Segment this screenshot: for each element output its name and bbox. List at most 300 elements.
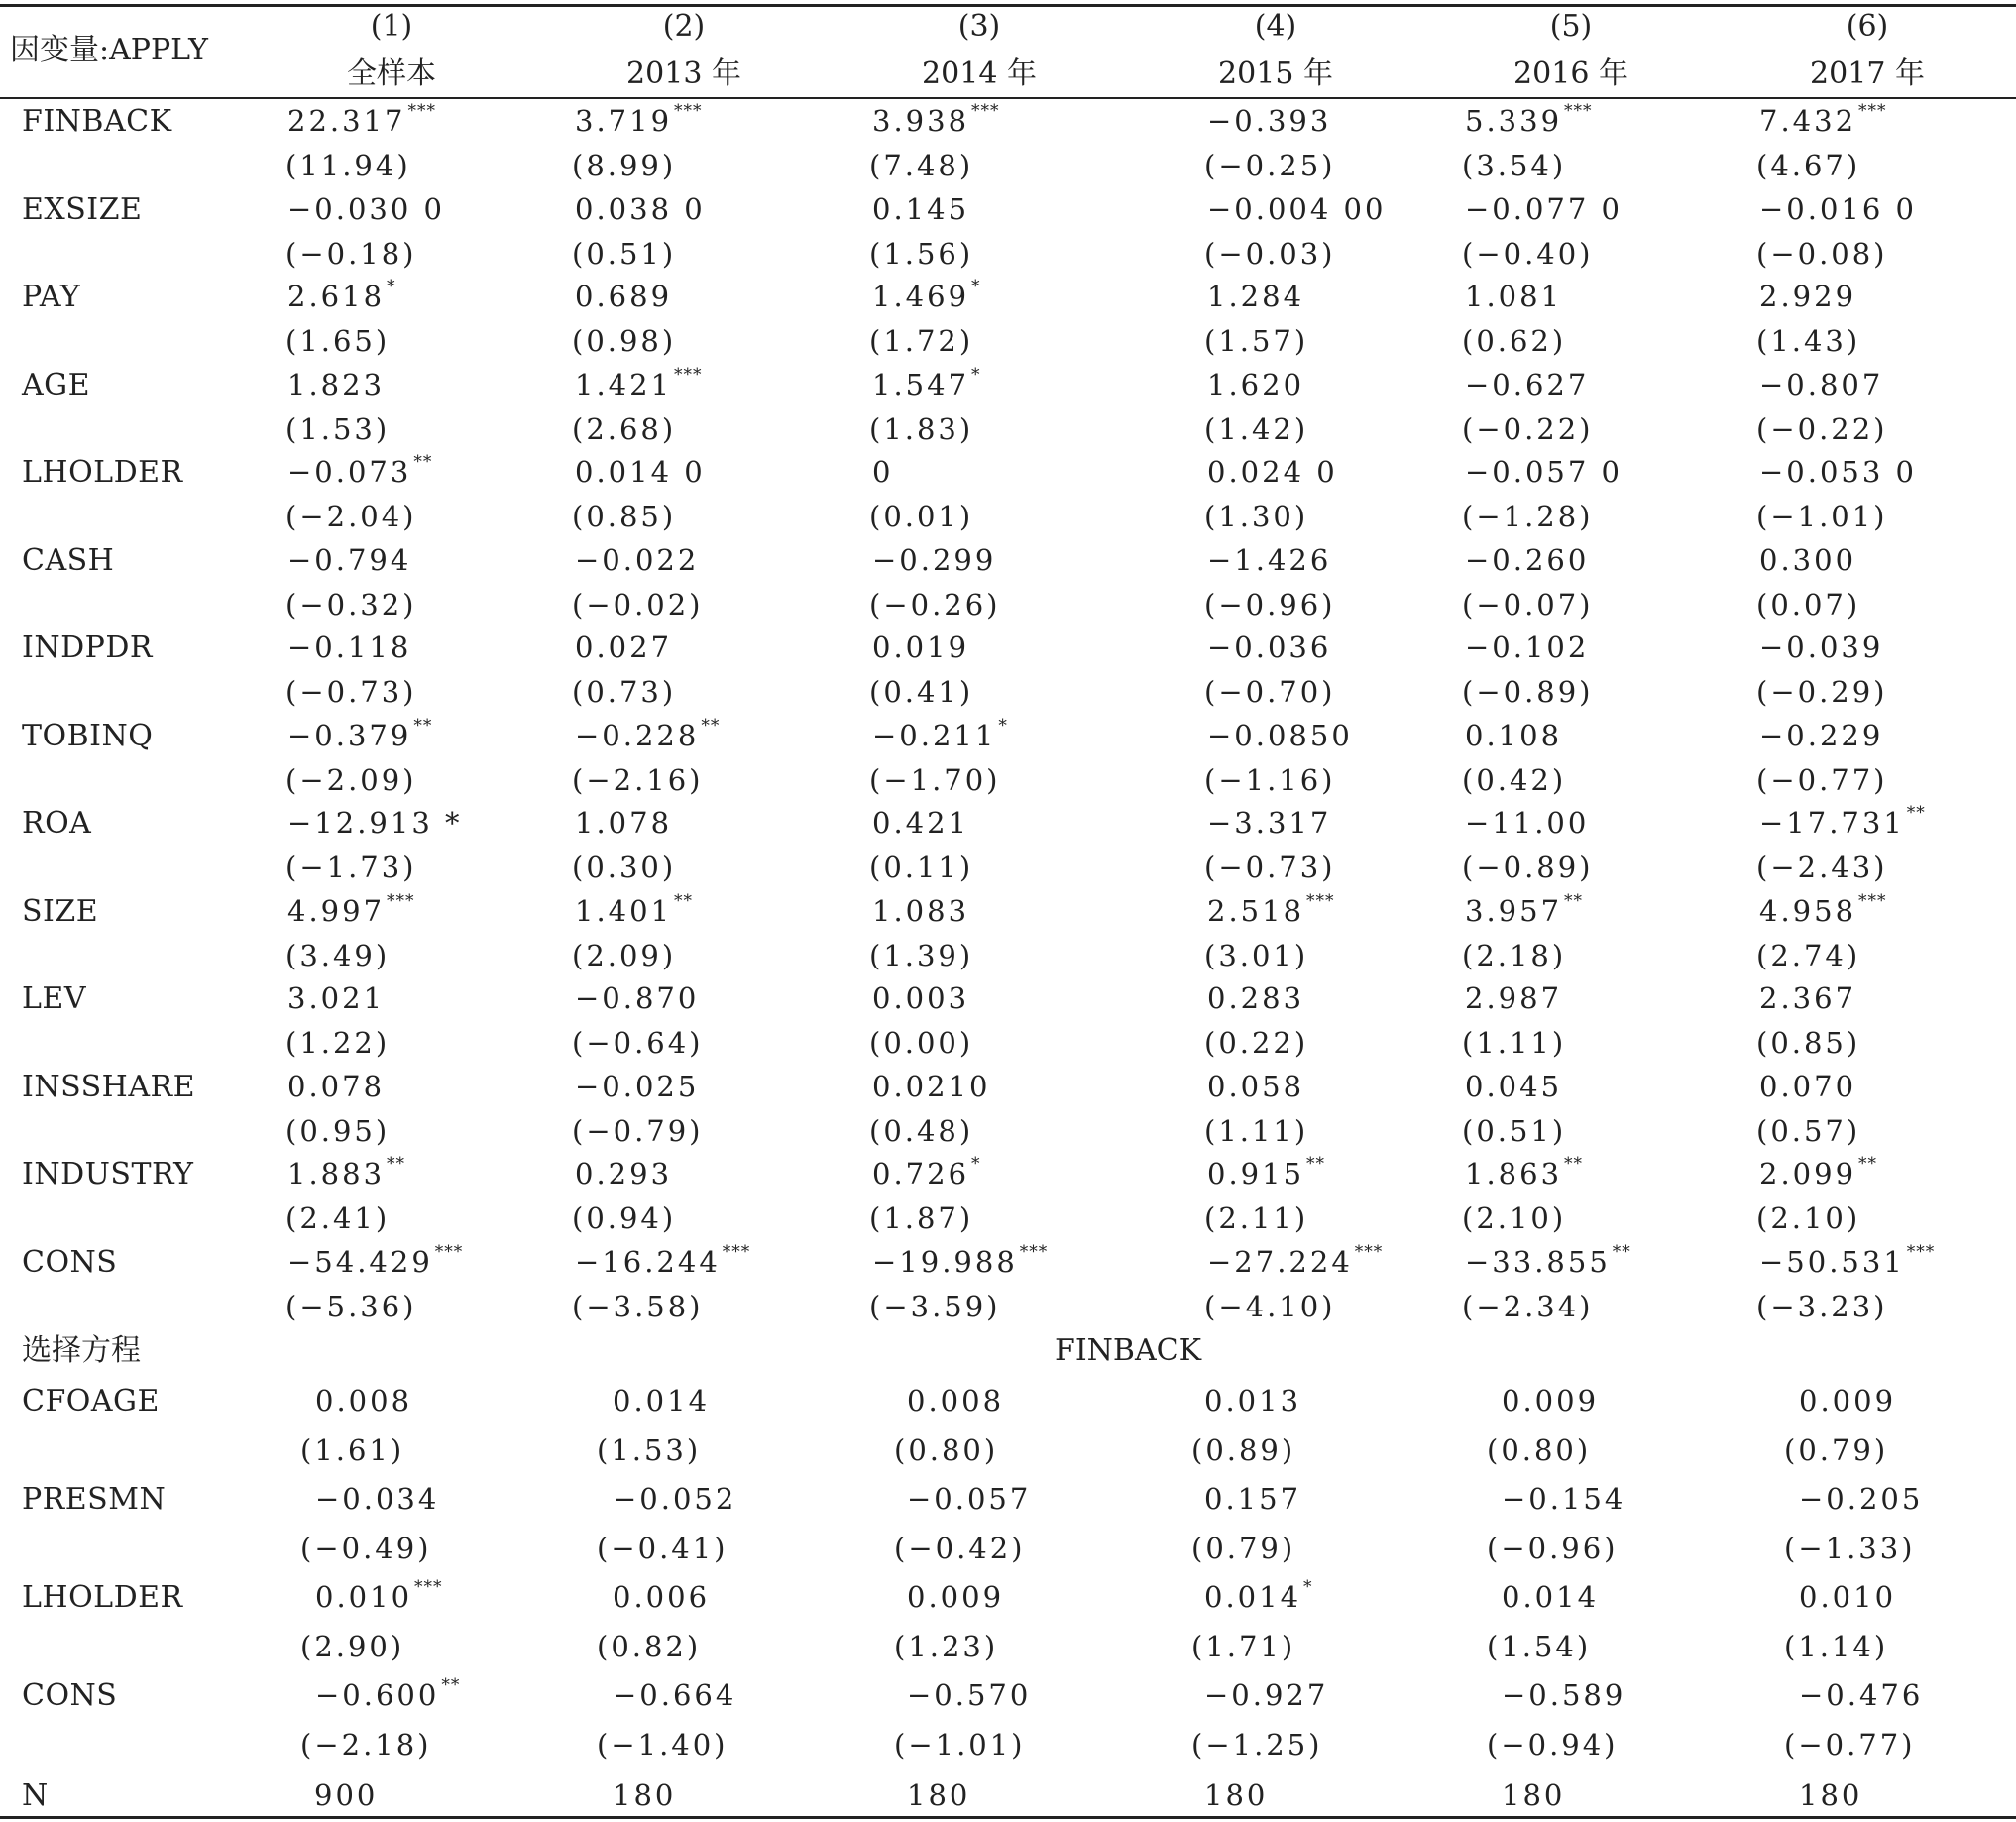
coefficient-value: 1.547 — [872, 367, 970, 401]
variable-label: CONS — [22, 1244, 118, 1280]
coefficient-cell — [575, 715, 721, 752]
coefficient-value: −0.570 — [907, 1678, 1032, 1712]
coefficient-value: −0.260 — [1465, 542, 1590, 577]
t-statistic-cell: (11.94) — [285, 149, 411, 182]
significance-stars: *** — [1354, 1241, 1384, 1262]
coefficient-cell — [1759, 191, 1917, 226]
coefficient-cell — [287, 715, 433, 752]
observations-value: 900 — [314, 1778, 379, 1812]
t-statistic-cell: (−0.70) — [1204, 675, 1336, 709]
t-statistic-cell: (−1.01) — [1756, 500, 1888, 533]
selection-coefficient-cell — [1204, 1384, 1302, 1418]
coefficient-value: 1.620 — [1207, 367, 1305, 401]
coefficient-cell — [872, 542, 997, 577]
coefficient-value: −11.00 — [1465, 806, 1590, 840]
coefficient-cell — [1207, 191, 1387, 226]
selection-coefficient-cell — [1799, 1678, 1924, 1712]
coefficient-value: 0.006 — [613, 1580, 711, 1614]
t-statistic-cell: (0.62) — [1462, 324, 1567, 358]
coefficient-value: 0.283 — [1207, 981, 1305, 1015]
header-rule — [0, 97, 2016, 99]
t-statistic-cell: (0.98) — [572, 324, 677, 358]
selection-coefficient-cell — [315, 1482, 440, 1516]
t-statistic-cell: (1.43) — [1756, 324, 1861, 358]
t-statistic-cell: (−2.16) — [572, 762, 704, 797]
coefficient-cell — [1207, 1069, 1305, 1103]
selection-t-statistic-cell: (2.90) — [300, 1630, 405, 1663]
coefficient-value: 5.339 — [1465, 104, 1563, 138]
selection-t-statistic-cell: (1.14) — [1784, 1630, 1889, 1663]
coefficient-value: 0.038 0 — [575, 191, 706, 226]
column-label: 2014 年 — [922, 57, 1037, 91]
variable-label: INDUSTRY — [22, 1157, 194, 1192]
t-statistic-cell: (−4.10) — [1204, 1289, 1336, 1323]
column-number: (5) — [1549, 9, 1593, 44]
coefficient-cell — [287, 452, 433, 489]
significance-stars: ** — [701, 715, 721, 736]
coefficient-value: −0.077 0 — [1465, 191, 1623, 226]
t-statistic-cell: (2.41) — [285, 1201, 391, 1235]
significance-stars: *** — [674, 101, 703, 121]
coefficient-value: 0.008 — [907, 1384, 1005, 1418]
t-statistic-cell: (0.95) — [285, 1113, 391, 1148]
t-statistic-cell: (0.48) — [869, 1113, 974, 1148]
coefficient-cell — [575, 630, 673, 664]
t-statistic-cell: (2.18) — [1462, 938, 1567, 972]
t-statistic-cell: (2.10) — [1462, 1201, 1567, 1235]
coefficient-value: −0.807 — [1759, 367, 1884, 401]
significance-stars: *** — [722, 1241, 751, 1262]
selection-t-statistic-cell: (0.79) — [1784, 1433, 1889, 1467]
t-statistic-cell: (1.42) — [1204, 411, 1309, 446]
observations-value: 180 — [1502, 1778, 1566, 1812]
t-statistic-cell: (−0.73) — [1204, 851, 1336, 884]
coefficient-value: 2.929 — [1759, 280, 1857, 313]
significance-stars: ** — [413, 452, 433, 472]
selection-t-statistic-cell: (1.53) — [597, 1433, 702, 1467]
t-statistic-cell: (−0.26) — [869, 587, 1001, 622]
coefficient-value: 2.367 — [1759, 981, 1857, 1015]
coefficient-value: 3.021 — [287, 981, 386, 1015]
coefficient-value: 0.009 — [1502, 1384, 1600, 1418]
coefficient-cell — [872, 981, 970, 1015]
coefficient-cell — [575, 1069, 700, 1103]
coefficient-value: 0.689 — [575, 280, 673, 313]
significance-stars: * — [387, 277, 396, 296]
t-statistic-cell: (0.85) — [1756, 1026, 1861, 1060]
selection-variable-label: CONS — [22, 1678, 118, 1713]
coefficient-cell — [1759, 1241, 1936, 1279]
coefficient-value: −0.102 — [1465, 630, 1590, 664]
selection-t-statistic-cell: (−1.40) — [597, 1728, 728, 1762]
significance-stars: *** — [1858, 101, 1887, 121]
coefficient-cell — [1207, 981, 1305, 1015]
coefficient-cell — [1207, 1241, 1384, 1279]
t-statistic-cell: (0.11) — [869, 851, 974, 884]
coefficient-value: −0.118 — [287, 630, 412, 664]
selection-t-statistic-cell: (1.61) — [300, 1433, 405, 1467]
coefficient-value: 0.010 — [315, 1580, 413, 1614]
t-statistic-cell: (−1.70) — [869, 762, 1001, 797]
coefficient-value: 1.078 — [575, 806, 673, 840]
selection-coefficient-cell — [907, 1678, 1032, 1712]
significance-stars: ** — [1564, 1154, 1584, 1174]
significance-stars: ** — [1612, 1241, 1631, 1262]
coefficient-value: −0.379 — [287, 718, 412, 752]
bottom-rule — [0, 1816, 2016, 1819]
coefficient-value: 0.070 — [1759, 1069, 1857, 1103]
coefficient-value: −33.855 — [1465, 1244, 1611, 1279]
coefficient-cell — [1759, 367, 1884, 401]
coefficient-value: −54.429 — [287, 1244, 433, 1279]
selection-variable-label: LHOLDER — [22, 1580, 183, 1615]
t-statistic-cell: (−0.89) — [1462, 851, 1594, 884]
t-statistic-cell: (−2.09) — [285, 762, 417, 797]
selection-t-statistic-cell: (1.54) — [1487, 1630, 1592, 1663]
coefficient-cell — [1207, 455, 1338, 489]
t-statistic-cell: (−0.89) — [1462, 675, 1594, 709]
t-statistic-cell: (0.51) — [1462, 1113, 1567, 1148]
t-statistic-cell: (2.68) — [572, 411, 677, 446]
coefficient-cell — [1465, 718, 1563, 752]
selection-t-statistic-cell: (−0.41) — [597, 1532, 728, 1565]
coefficient-cell — [1207, 542, 1332, 577]
significance-stars: * — [1303, 1577, 1313, 1597]
coefficient-cell — [872, 806, 970, 840]
coefficient-value: 1.469 — [872, 280, 970, 313]
column-label: 2017 年 — [1810, 57, 1925, 91]
coefficient-value: 0.293 — [575, 1157, 673, 1191]
significance-stars: ** — [1906, 803, 1926, 823]
coefficient-value: −0.022 — [575, 542, 700, 577]
variable-label: INDPDR — [22, 630, 153, 665]
coefficient-cell — [575, 455, 706, 489]
coefficient-cell — [287, 806, 463, 840]
t-statistic-cell: (3.49) — [285, 938, 391, 972]
significance-stars: * — [998, 715, 1008, 736]
coefficient-cell — [872, 101, 1000, 138]
significance-stars: *** — [971, 101, 1000, 121]
column-label: 2016 年 — [1513, 57, 1628, 91]
column-number: (4) — [1254, 9, 1297, 44]
coefficient-cell — [1759, 101, 1887, 138]
significance-stars: *** — [1306, 890, 1335, 911]
selection-coefficient-cell — [1502, 1678, 1626, 1712]
t-statistic-cell: (1.53) — [285, 411, 391, 446]
selection-t-statistic-cell: (−0.94) — [1487, 1728, 1619, 1762]
selection-coefficient-cell — [1799, 1384, 1897, 1418]
selection-equation-label: 选择方程 — [22, 1333, 141, 1368]
coefficient-value: −0.016 0 — [1759, 191, 1917, 226]
significance-stars: ** — [387, 1154, 406, 1174]
coefficient-cell — [287, 630, 412, 664]
t-statistic-cell: (−2.34) — [1462, 1289, 1594, 1323]
selection-coefficient-cell — [907, 1482, 1032, 1516]
coefficient-value: 0.915 — [1207, 1157, 1305, 1191]
coefficient-cell — [872, 1069, 991, 1103]
t-statistic-cell: (1.39) — [869, 938, 974, 972]
coefficient-cell — [872, 1154, 981, 1191]
selection-coefficient-cell — [1799, 1482, 1924, 1516]
t-statistic-cell: (2.10) — [1756, 1201, 1861, 1235]
coefficient-cell — [1759, 630, 1884, 664]
t-statistic-cell: (−0.18) — [285, 236, 417, 271]
t-statistic-cell: (0.85) — [572, 500, 677, 533]
t-statistic-cell: (2.74) — [1756, 938, 1861, 972]
coefficient-cell — [1465, 1069, 1563, 1103]
significance-stars: * — [971, 277, 981, 296]
t-statistic-cell: (−0.08) — [1756, 236, 1888, 271]
coefficient-cell — [287, 1241, 464, 1279]
coefficient-cell — [1465, 101, 1593, 138]
coefficient-value: −50.531 — [1759, 1244, 1905, 1279]
observations-value: 180 — [907, 1778, 971, 1812]
coefficient-value: 0.010 — [1799, 1580, 1897, 1614]
coefficient-cell — [1207, 718, 1353, 752]
coefficient-value: −0.073 — [287, 455, 412, 489]
coefficient-cell — [1207, 104, 1332, 138]
coefficient-value: 1.421 — [575, 367, 673, 401]
coefficient-cell — [1465, 455, 1623, 489]
selection-coefficient-cell — [613, 1678, 737, 1712]
t-statistic-cell: (−1.28) — [1462, 500, 1594, 533]
t-statistic-cell: (0.94) — [572, 1201, 677, 1235]
coefficient-value: 0.300 — [1759, 542, 1857, 577]
selection-t-statistic-cell: (−1.25) — [1191, 1728, 1323, 1762]
selection-coefficient-cell — [1204, 1577, 1313, 1614]
significance-stars: *** — [387, 890, 415, 911]
coefficient-value: −0.052 — [613, 1482, 737, 1516]
selection-t-statistic-cell: (0.80) — [894, 1433, 999, 1467]
column-number: (1) — [370, 9, 413, 44]
coefficient-cell — [872, 455, 894, 489]
t-statistic-cell: (7.48) — [869, 149, 974, 182]
coefficient-cell — [872, 893, 970, 928]
coefficient-cell — [1207, 806, 1332, 840]
coefficient-cell — [1759, 455, 1917, 489]
coefficient-cell — [575, 280, 673, 313]
coefficient-cell — [575, 890, 694, 928]
t-statistic-cell: (0.22) — [1204, 1026, 1309, 1060]
selection-t-statistic-cell: (−2.18) — [300, 1728, 432, 1762]
coefficient-cell — [575, 364, 703, 401]
coefficient-cell — [575, 1241, 751, 1279]
coefficient-value: −0.211 — [872, 718, 997, 752]
coefficient-cell — [1465, 1241, 1631, 1279]
coefficient-cell — [575, 542, 700, 577]
coefficient-cell — [872, 277, 981, 313]
coefficient-value: 0 — [872, 455, 894, 489]
selection-coefficient-cell — [1502, 1482, 1626, 1516]
variable-label: LHOLDER — [22, 455, 183, 490]
coefficient-value: −0.627 — [1465, 367, 1590, 401]
significance-stars: *** — [1564, 101, 1593, 121]
coefficient-value: −0.476 — [1799, 1678, 1924, 1712]
coefficient-value: −16.244 — [575, 1244, 721, 1279]
variable-label: TOBINQ — [22, 718, 154, 753]
column-number: (2) — [662, 9, 706, 44]
significance-stars: ** — [1306, 1154, 1326, 1174]
observations-value: 180 — [613, 1778, 677, 1812]
coefficient-cell — [872, 364, 981, 401]
coefficient-value: 0.421 — [872, 806, 970, 840]
significance-stars: * — [971, 364, 981, 385]
coefficient-cell — [1759, 981, 1857, 1015]
selection-t-statistic-cell: (1.71) — [1191, 1630, 1296, 1663]
coefficient-value: 1.883 — [287, 1157, 386, 1191]
t-statistic-cell: (4.67) — [1756, 149, 1861, 182]
selection-t-statistic-cell: (−0.49) — [300, 1532, 432, 1565]
coefficient-value: 0.014 — [613, 1384, 711, 1418]
coefficient-cell — [287, 981, 386, 1015]
coefficient-value: 0.008 — [315, 1384, 413, 1418]
coefficient-value: −0.036 — [1207, 630, 1332, 664]
t-statistic-cell: (1.65) — [285, 324, 391, 358]
t-statistic-cell: (1.83) — [869, 411, 974, 446]
coefficient-cell — [1759, 1069, 1857, 1103]
t-statistic-cell: (1.11) — [1462, 1026, 1567, 1060]
coefficient-cell — [1759, 542, 1857, 577]
coefficient-value: 3.957 — [1465, 893, 1563, 928]
column-label: 2013 年 — [626, 57, 741, 91]
coefficient-value: 0.058 — [1207, 1069, 1305, 1103]
selection-t-statistic-cell: (−0.77) — [1784, 1728, 1916, 1762]
coefficient-value: 0.078 — [287, 1069, 386, 1103]
coefficient-value: 0.013 — [1204, 1384, 1302, 1418]
t-statistic-cell: (−0.22) — [1462, 411, 1594, 446]
t-statistic-cell: (−3.58) — [572, 1289, 704, 1323]
selection-equation-title: FINBACK — [1055, 1333, 1201, 1368]
coefficient-value: 1.823 — [287, 367, 386, 401]
coefficient-cell — [1465, 367, 1590, 401]
top-rule — [0, 4, 2016, 7]
variable-label: PAY — [22, 280, 81, 314]
selection-t-statistic-cell: (−1.33) — [1784, 1532, 1916, 1565]
selection-t-statistic-cell: (0.82) — [597, 1630, 702, 1663]
t-statistic-cell: (−3.59) — [869, 1289, 1001, 1323]
selection-coefficient-cell — [613, 1482, 737, 1516]
variable-label: CASH — [22, 542, 115, 578]
t-statistic-cell: (−0.73) — [285, 675, 417, 709]
significance-stars: ** — [1858, 1154, 1878, 1174]
t-statistic-cell: (0.73) — [572, 675, 677, 709]
coefficient-value: 2.099 — [1759, 1157, 1857, 1191]
significance-stars: *** — [1906, 1241, 1936, 1262]
coefficient-value: 2.518 — [1207, 893, 1305, 928]
coefficient-cell — [1465, 806, 1590, 840]
coefficient-value: −0.299 — [872, 542, 997, 577]
coefficient-value: −0.025 — [575, 1069, 700, 1103]
selection-coefficient-cell — [315, 1384, 413, 1418]
t-statistic-cell: (−2.04) — [285, 500, 417, 533]
selection-coefficient-cell — [1799, 1580, 1897, 1614]
variable-label: LEV — [22, 981, 86, 1016]
coefficient-value: −3.317 — [1207, 806, 1332, 840]
coefficient-cell — [1465, 191, 1623, 226]
t-statistic-cell: (−5.36) — [285, 1289, 417, 1323]
coefficient-cell — [1465, 890, 1584, 928]
coefficient-cell — [1207, 367, 1305, 401]
significance-stars: ** — [674, 890, 694, 911]
coefficient-value: −12.913 * — [287, 806, 463, 840]
t-statistic-cell: (2.11) — [1204, 1201, 1309, 1235]
coefficient-value: 0.014 — [1502, 1580, 1600, 1614]
coefficient-cell — [1759, 1154, 1878, 1191]
significance-stars: ** — [413, 715, 433, 736]
selection-variable-label: PRESMN — [22, 1482, 167, 1517]
coefficient-value: 0.045 — [1465, 1069, 1563, 1103]
t-statistic-cell: (−0.79) — [572, 1113, 704, 1148]
t-statistic-cell: (−2.43) — [1756, 851, 1888, 884]
selection-t-statistic-cell: (0.80) — [1487, 1433, 1592, 1467]
t-statistic-cell: (0.51) — [572, 236, 677, 271]
column-label: 2015 年 — [1218, 57, 1333, 91]
coefficient-value: 2.618 — [287, 280, 386, 313]
selection-coefficient-cell — [315, 1675, 461, 1712]
selection-coefficient-cell — [613, 1384, 711, 1418]
coefficient-value: −0.154 — [1502, 1482, 1626, 1516]
t-statistic-cell: (−0.03) — [1204, 236, 1336, 271]
significance-stars: *** — [414, 1577, 443, 1597]
significance-stars: ** — [1564, 890, 1584, 911]
t-statistic-cell: (−1.73) — [285, 851, 417, 884]
significance-stars: *** — [1019, 1241, 1049, 1262]
coefficient-value: 0.019 — [872, 630, 970, 664]
column-label: 全样本 — [347, 57, 436, 91]
variable-label: INSSHARE — [22, 1069, 195, 1104]
t-statistic-cell: (0.57) — [1756, 1113, 1861, 1148]
t-statistic-cell: (−0.96) — [1204, 587, 1336, 622]
t-statistic-cell: (1.22) — [285, 1026, 391, 1060]
t-statistic-cell: (−0.22) — [1756, 411, 1888, 446]
t-statistic-cell: (−0.40) — [1462, 236, 1594, 271]
coefficient-value: −0.057 — [907, 1482, 1032, 1516]
coefficient-value: 0.027 — [575, 630, 673, 664]
coefficient-value: 0.003 — [872, 981, 970, 1015]
t-statistic-cell: (1.57) — [1204, 324, 1309, 358]
coefficient-value: −0.229 — [1759, 718, 1884, 752]
coefficient-value: −0.053 0 — [1759, 455, 1917, 489]
observations-value: 180 — [1204, 1778, 1269, 1812]
coefficient-cell — [1465, 630, 1590, 664]
coefficient-cell — [287, 367, 386, 401]
coefficient-value: 2.987 — [1465, 981, 1563, 1015]
t-statistic-cell: (1.56) — [869, 236, 974, 271]
t-statistic-cell: (−1.16) — [1204, 762, 1336, 797]
variable-label: FINBACK — [22, 104, 172, 139]
coefficient-value: −19.988 — [872, 1244, 1018, 1279]
selection-coefficient-cell — [613, 1580, 711, 1614]
t-statistic-cell: (0.41) — [869, 675, 974, 709]
coefficient-value: −0.004 00 — [1207, 191, 1387, 226]
coefficient-cell — [1759, 890, 1887, 928]
coefficient-value: −0.589 — [1502, 1678, 1626, 1712]
coefficient-value: −0.870 — [575, 981, 700, 1015]
t-statistic-cell: (3.54) — [1462, 149, 1567, 182]
significance-stars: * — [971, 1154, 981, 1174]
coefficient-cell — [1759, 803, 1926, 840]
significance-stars: *** — [1858, 890, 1887, 911]
selection-variable-label: CFOAGE — [22, 1384, 160, 1419]
coefficient-cell — [872, 1241, 1049, 1279]
selection-t-statistic-cell: (−0.96) — [1487, 1532, 1619, 1565]
observations-value: 180 — [1799, 1778, 1863, 1812]
coefficient-value: 0.145 — [872, 191, 970, 226]
coefficient-value: 4.997 — [287, 893, 386, 928]
coefficient-cell — [287, 890, 415, 928]
coefficient-value: −0.034 — [315, 1482, 440, 1516]
coefficient-value: 1.083 — [872, 893, 970, 928]
